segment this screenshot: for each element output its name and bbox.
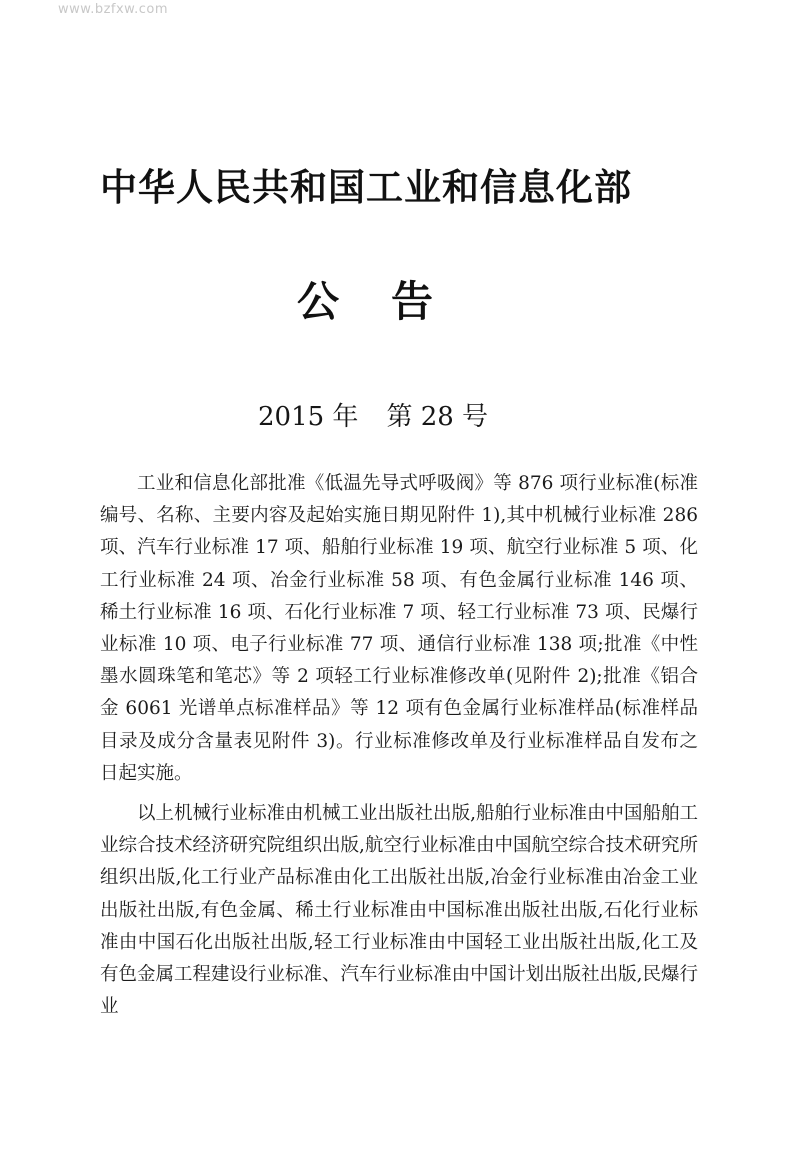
notice-title: 公告: [297, 277, 486, 326]
paragraph-approval: 工业和信息化部批准《低温先导式呼吸阀》等 876 项行业标准(标准编号、名称、主要内容及起始实施日期见附件 1),其中机械行业标准 286 项、汽车行业标准 17 项、船舶行业标准 19 项、航空行业标准 5 项、化工行业标准 24 项、冶金行业标准 58 项、有色金属行业标准 146 项、稀土行业标准 16 项、石化行业标准 7 项、轻工行业标准 73 项、民爆行业标准 10 项、电子行业标准 77 项、通信行业标准 138 项;批准《中性墨水圆珠笔和笔芯》等 2 项轻工行业标准修改单(见附件 2);批准《铝合金 6061 光谱单点标准样品》等 12 项有色金属行业标准样品(标准样品目录及成分含量表见附件 3)。行业标准修改单及行业标准样品自发布之日起实施。: [100, 473, 698, 784]
issue-year: 2015 年: [258, 402, 359, 432]
paragraph-publishers: 以上机械行业标准由机械工业出版社出版,船舶行业标准由中国船舶工业综合技术经济研究院组织出版,航空行业标准由中国航空综合技术研究所组织出版,化工行业产品标准由化工出版社出版,冶金行业标准由冶金工业出版社出版,有色金属、稀土行业标准由中国标准出版社出版,石化行业标准由中国石化出版社出版,轻工行业标准由中国轻工业出版社出版,化工及有色金属工程建设行业标准、汽车行业标准由中国计划出版社出版,民爆行业: [100, 803, 698, 1018]
issue-number: 第 28 号: [386, 402, 489, 432]
watermark-text: www.bzfxw.com: [58, 2, 169, 17]
notice-body: [100, 468, 698, 1023]
ministry-title: 中华人民共和国工业和信息化部: [100, 166, 632, 209]
issue-number-line: [258, 396, 578, 433]
